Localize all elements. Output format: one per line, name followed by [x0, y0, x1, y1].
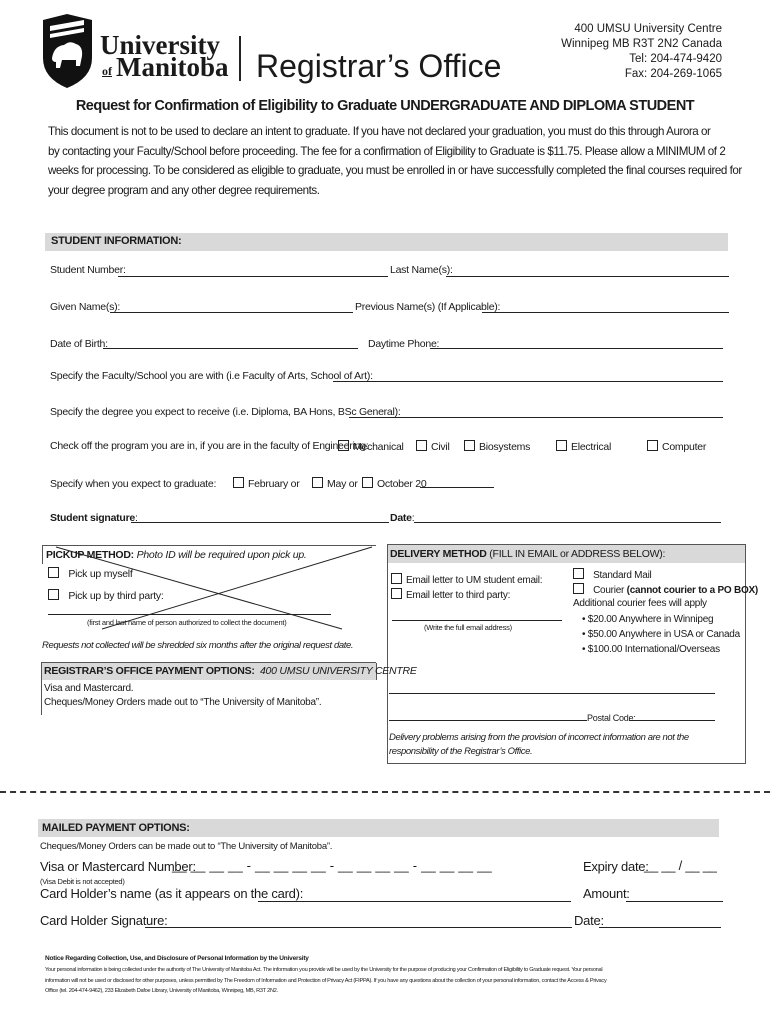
courier-option[interactable] [573, 583, 758, 596]
address-field[interactable] [389, 693, 715, 694]
option-label: Civil [431, 441, 450, 453]
option-label: Computer [662, 441, 707, 453]
checkbox[interactable] [362, 477, 373, 488]
fee-item: • $20.00 Anywhere in Winnipeg [582, 614, 714, 625]
engineering-label: Check off the program you are in, if you are in the faculty of Engineering: [50, 440, 369, 452]
option-label: May or [327, 478, 358, 490]
expiry-field[interactable]: __ __ / __ __ [644, 858, 717, 873]
student-date-field[interactable] [414, 522, 721, 523]
pickup-heading: PICKUP METHOD: [46, 549, 134, 561]
intro-line: by contacting your Faculty/School before proceeding. The fee for a confirmation of Eligibility to Graduate is $11.75. Please allow a MINIMUM of 2 [48, 144, 726, 158]
option-label: Pick up by third party: [68, 590, 164, 602]
address-line-1: 400 UMSU University Centre [574, 23, 722, 35]
graduate-when-label: Specify when you expect to graduate: [50, 478, 217, 490]
disclaimer-line: responsibility of the Registrar’s Office. [389, 746, 533, 757]
card-number-field[interactable]: __ __ __ __ - __ __ __ __ - __ __ __ __ - __ __ __ __ [172, 858, 492, 873]
cut-line [0, 791, 770, 793]
grad-year-field[interactable] [420, 487, 494, 488]
email-note: (Write the full email address) [424, 623, 512, 632]
degree-label: Specify the degree you expect to receive (i.e. Diploma, BA Hons, BSc General): [50, 406, 401, 418]
student-number-label: Student Number: [50, 264, 126, 276]
delivery-heading: DELIVERY METHOD [390, 548, 487, 560]
postal-code-field[interactable] [629, 720, 715, 721]
mailed-payment-bar [38, 819, 719, 837]
previous-name-field[interactable] [482, 312, 729, 313]
bison-shield-icon [40, 12, 95, 90]
email-um-option[interactable] [391, 573, 542, 586]
mailed-payment-heading: MAILED PAYMENT OPTIONS: [42, 822, 190, 834]
option-label: Standard Mail [593, 570, 652, 581]
option-label: Email letter to UM student email: [406, 575, 543, 586]
checkbox[interactable] [556, 440, 567, 451]
shred-note: Requests not collected will be shredded six months after the original request date. [42, 640, 354, 651]
grad-october[interactable] [362, 477, 426, 490]
intro-line: your degree program and any other degree requirements. [48, 183, 320, 197]
disclaimer-line: Delivery problems arising from the provision of incorrect information are not the [389, 732, 689, 743]
student-signature-field[interactable] [131, 522, 389, 523]
engineering-computer[interactable] [647, 440, 706, 453]
faculty-label: Specify the Faculty/School you are with (i.e Faculty of Arts, School of Art): [50, 370, 373, 382]
date-row: Date: [390, 512, 415, 524]
checkbox[interactable] [391, 588, 402, 599]
faculty-field[interactable] [333, 381, 723, 382]
notice-heading: Notice Regarding Collection, Use, and Disclosure of Personal Information by the University [45, 955, 309, 962]
last-name-field[interactable] [446, 276, 729, 277]
holder-signature-label: Card Holder Signature: [40, 913, 168, 928]
email-address-field[interactable] [392, 620, 562, 621]
visa-debit-note: (Visa Debit is not accepted) [40, 877, 125, 886]
checkbox[interactable] [647, 440, 658, 451]
last-name-label: Last Name(s): [390, 264, 453, 276]
notice-line: Office (tel. 204-474-9462), 233 Elizabeth Dafoe Library, University of Manitoba, Winnipeg, MB, R3T 2N2. [45, 988, 278, 994]
holder-name-field[interactable] [258, 901, 571, 902]
pickup-note: Photo ID will be required upon pick up. [136, 549, 307, 561]
intro-line: weeks for processing. To be considered as eligible to graduate, you must be enrolled in or have successfully completed the final courses required for [48, 164, 742, 177]
student-info-bar [45, 233, 728, 251]
date-label: Date [390, 512, 412, 524]
delivery-note: (FILL IN EMAIL or ADDRESS BELOW): [489, 548, 666, 560]
payment-location: 400 UMSU UNIVERSITY CENTRE [259, 665, 417, 677]
university-name-2: Manitoba [116, 52, 229, 82]
option-label: Mechanical [353, 441, 404, 453]
checkbox[interactable] [416, 440, 427, 451]
payment-heading: REGISTRAR’S OFFICE PAYMENT OPTIONS: [44, 665, 255, 677]
signature-label: Student signature [50, 512, 136, 524]
checkbox[interactable] [338, 440, 349, 451]
dob-field[interactable] [103, 348, 358, 349]
given-name-field[interactable] [110, 312, 353, 313]
office-title: Registrar’s Office [256, 48, 502, 84]
intro-paragraph [48, 122, 748, 200]
notice-line: Your personal information is being collected under the authority of The University of Manitoba Act. The information you provide will be used by the University for the purpose of producing your Confirmation of Eligibility to Graduate request. Your personal [45, 967, 603, 973]
pickup-section [42, 545, 375, 630]
courier-fees: Additional courier fees will apply [573, 598, 707, 609]
expiry-label: Expiry date: [583, 859, 649, 874]
mailed-date-label: Date: [574, 913, 604, 928]
student-info-heading: STUDENT INFORMATION: [51, 235, 182, 247]
card-number-label: Visa or Mastercard Number: [40, 859, 196, 874]
engineering-electrical[interactable] [556, 440, 611, 453]
mailed-date-field[interactable] [599, 927, 721, 928]
option-label: October 20 [377, 478, 427, 490]
delivery-heading-row [390, 548, 665, 560]
payment-card-options: Visa and Mastercard. [44, 683, 134, 694]
checkbox[interactable] [391, 573, 402, 584]
option-label: Electrical [571, 441, 612, 453]
amount-field[interactable] [626, 901, 723, 902]
fax-number: Fax: 204-269-1065 [624, 68, 722, 80]
option-label: February or [248, 478, 300, 490]
option-label: Biosystems [479, 441, 531, 453]
phone-label: Daytime Phone: [368, 338, 440, 350]
holder-name-label: Card Holder’s name (as it appears on the card): [40, 886, 304, 901]
given-name-label: Given Name(s): [50, 301, 121, 313]
fee-item: • $50.00 Anywhere in USA or Canada [582, 629, 740, 640]
engineering-biosystems[interactable] [464, 440, 530, 453]
amount-label: Amount: [583, 886, 630, 901]
university-name: University [100, 30, 220, 60]
document-title: Request for Confirmation of Eligibility to Graduate UNDERGRADUATE AND DIPLOMA STUDENT [75, 98, 695, 114]
checkbox[interactable] [573, 583, 584, 594]
grad-february[interactable] [233, 477, 300, 490]
student-number-field[interactable] [118, 276, 388, 277]
payment-heading-row [44, 665, 417, 677]
checkbox[interactable] [233, 477, 244, 488]
option-label: Pick up myself [68, 568, 133, 580]
delivery-section [387, 544, 758, 764]
fee-list [582, 612, 740, 657]
mailed-cheques-note: Cheques/Money Orders can be made out to “The University of Manitoba”. [40, 841, 333, 852]
previous-name-label: Previous Name(s) (If Applicable): [355, 301, 501, 313]
phone-field[interactable] [430, 348, 723, 349]
postal-code-label: Postal Code: [587, 713, 636, 723]
office-address [561, 22, 722, 82]
engineering-civil[interactable] [416, 440, 450, 453]
notice-body [45, 965, 735, 997]
intro-line: This document is not to be used to declare an intent to graduate. If you have not declared your graduation, you must do this through Aurora or [48, 125, 711, 138]
notice-line: information will not be used or disclosed for other purposes, unless permitted by The Freedom of Information and Protection of Privacy Act (FIPPA). If you have any questions about the collection of your personal information, contact the Access & Privacy [45, 977, 607, 984]
grad-may[interactable] [312, 477, 358, 490]
address-line-2: Winnipeg MB R3T 2N2 Canada [561, 38, 722, 50]
payment-cheque-options: Cheques/Money Orders made out to “The University of Manitoba”. [44, 697, 322, 708]
checkbox[interactable] [312, 477, 323, 488]
checkbox[interactable] [464, 440, 475, 451]
engineering-mechanical[interactable] [338, 440, 404, 453]
university-of: of [102, 64, 112, 78]
address-field-2[interactable] [389, 720, 587, 721]
option-label: Courier [593, 585, 625, 596]
phone-number: Tel: 204-474-9420 [629, 53, 722, 65]
courier-note: (cannot courier to a PO BOX) [626, 585, 758, 596]
holder-signature-field[interactable] [145, 927, 572, 928]
signature-row: Student signature: [50, 512, 138, 524]
payment-section [41, 662, 417, 715]
degree-field[interactable] [349, 417, 723, 418]
third-party-note: (first and last name of person authorized to collect the document) [87, 618, 287, 627]
header-divider [239, 36, 241, 81]
option-label: Email letter to third party: [406, 590, 511, 601]
delivery-disclaimer [389, 731, 689, 759]
email-third-option[interactable] [391, 588, 510, 601]
checkbox[interactable] [573, 568, 584, 579]
dob-label: Date of Birth: [50, 338, 108, 350]
cross-out-icon [42, 545, 375, 630]
standard-mail-option[interactable] [573, 568, 652, 581]
fee-item: • $100.00 International/Overseas [582, 644, 720, 655]
